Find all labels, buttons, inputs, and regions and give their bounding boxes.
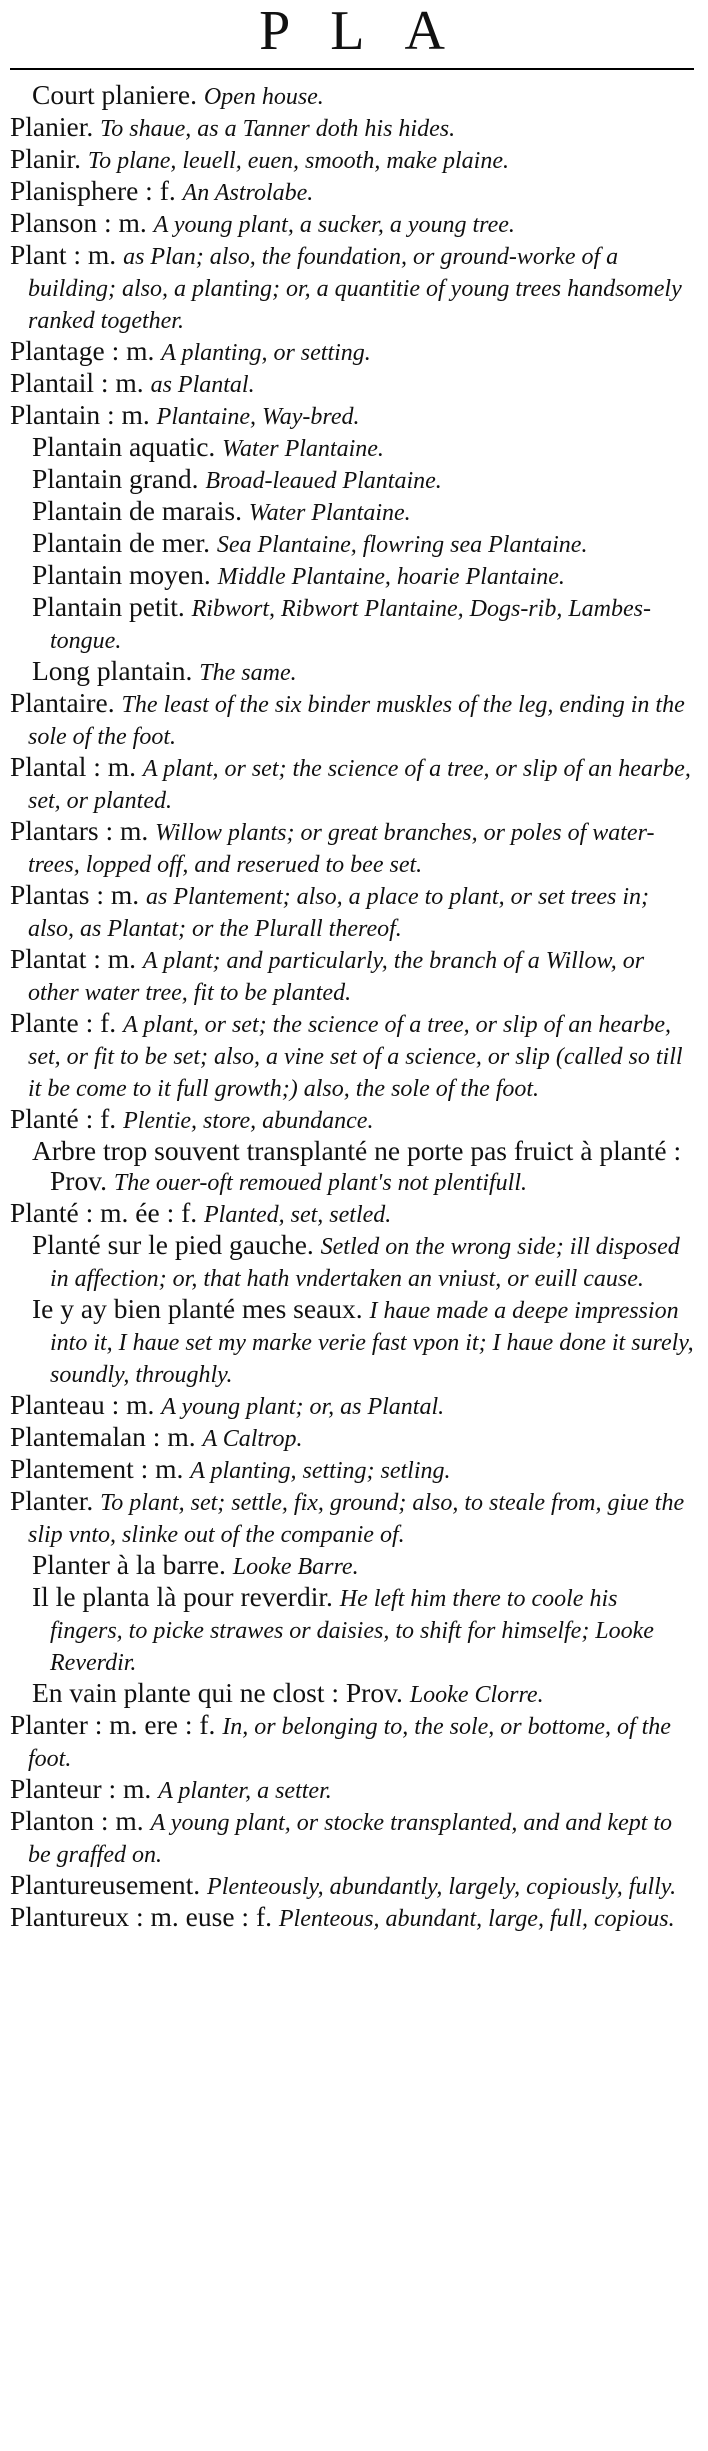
dictionary-entry <box>10 1422 694 1454</box>
entry-headword: Planteur : <box>10 1773 117 1804</box>
dictionary-entry <box>10 944 694 1008</box>
entry-headword: Plantat : <box>10 943 101 974</box>
entry-translation: Plentie, store, abundance. <box>123 1108 374 1134</box>
entry-headword: Plantars : <box>10 815 114 846</box>
dictionary-entry <box>10 336 694 368</box>
entry-translation: I haue made a deepe impression into it, I haue set my marke verie fast vpon it; I haue done it surely, soundly, throughly. <box>50 1298 694 1388</box>
entry-translation: A plant, or set; the science of a tree, or slip of an hearbe, set, or planted. <box>28 756 691 814</box>
entry-gender: f. <box>100 1007 117 1038</box>
dictionary-entry <box>10 560 694 592</box>
entry-gender: m. euse : f. <box>150 1901 272 1932</box>
running-head: PLA <box>259 0 485 62</box>
entry-translation: Looke Barre. <box>232 1554 359 1580</box>
entry-translation: In, or belonging to, the sole, or bottome, of the foot. <box>28 1714 671 1772</box>
entry-headword: Plant : <box>10 239 82 270</box>
entry-gender: f. <box>100 1103 117 1134</box>
dictionary-entry <box>10 1550 694 1582</box>
entry-translation: Sea Plantaine, flowring sea Plantaine. <box>216 532 588 558</box>
entry-gender: m. <box>118 207 147 238</box>
entry-translation: A young plant; or, as Plantal. <box>161 1394 445 1420</box>
entry-gender: m. <box>155 1453 184 1484</box>
dictionary-entry <box>10 1104 694 1136</box>
entry-headword: Plantureux : <box>10 1901 144 1932</box>
entry-translation: A planter, a setter. <box>158 1778 332 1804</box>
entry-headword: Plantain grand. <box>32 463 199 494</box>
entry-translation: A young plant, a sucker, a young tree. <box>153 212 515 238</box>
entry-gender: f. <box>159 175 176 206</box>
entry-headword: Plantas : <box>10 879 104 910</box>
entry-translation: Setled on the wrong side; ill disposed in affection; or, that hath vndertaken an vniust, or euill cause. <box>50 1234 680 1292</box>
entry-translation: An Astrolabe. <box>182 180 314 206</box>
entry-translation: Plenteously, abundantly, largely, copiously, fully. <box>207 1874 677 1900</box>
entry-gender: m. <box>123 1773 152 1804</box>
entry-translation: A planting, setting; setling. <box>190 1458 451 1484</box>
entry-translation: A Caltrop. <box>202 1426 303 1452</box>
dictionary-entry <box>10 1294 694 1390</box>
dictionary-entry <box>10 1390 694 1422</box>
dictionary-entry <box>10 240 694 336</box>
dictionary-entry <box>10 688 694 752</box>
entry-translation: A plant; and particularly, the branch of a Willow, or other water tree, fit to be planted. <box>28 948 645 1006</box>
dictionary-entry <box>10 1678 694 1710</box>
entry-headword: Arbre trop souvent transplanté ne porte pas fruict à planté : <box>32 1135 682 1166</box>
entry-translation: A plant, or set; the science of a tree, or slip of an hearbe, set, or fit to be set; also, a vine set of a science, or slip (called so till it be come to it full growth;) also, the sole of the foot. <box>28 1012 683 1102</box>
entry-headword: Court planiere. <box>32 79 197 110</box>
entry-headword: Ie y ay bien planté mes seaux. <box>32 1293 363 1324</box>
entry-headword: Planter : <box>10 1709 103 1740</box>
dictionary-entry <box>10 1008 694 1104</box>
entry-gender: m. ée : f. <box>100 1197 198 1228</box>
entry-translation: Ribwort, Ribwort Plantaine, Dogs-rib, Lambes-tongue. <box>50 596 651 654</box>
entry-translation: Planted, set, setled. <box>204 1202 392 1228</box>
entry-gender: m. <box>167 1421 196 1452</box>
entry-headword: Planté : <box>10 1103 94 1134</box>
entry-headword: Planter. <box>10 1485 94 1516</box>
dictionary-entry <box>10 1230 694 1294</box>
entry-gender: m. <box>121 399 150 430</box>
entry-headword: Planteau : <box>10 1389 120 1420</box>
dictionary-entry <box>10 1710 694 1774</box>
entry-headword: Plantage : <box>10 335 120 366</box>
entry-translation: Middle Plantaine, hoarie Plantaine. <box>217 564 565 590</box>
entry-gender: m. <box>115 1805 144 1836</box>
dictionary-entry <box>10 1486 694 1550</box>
dictionary-entry <box>10 112 694 144</box>
entry-headword: Plantain petit. <box>32 591 185 622</box>
entry-headword: Planir. <box>10 143 82 174</box>
entry-translation: Open house. <box>203 84 324 110</box>
entry-gender: m. <box>110 879 140 910</box>
entry-translation: The same. <box>199 660 297 686</box>
entry-translation: A young plant, or stocke transplanted, and and kept to be graffed on. <box>28 1810 673 1868</box>
dictionary-entry <box>10 1774 694 1806</box>
entry-translation: The least of the six binder muskles of the leg, ending in the sole of the foot. <box>28 692 685 750</box>
entry-translation: Looke Clorre. <box>409 1682 544 1708</box>
dictionary-entry <box>10 1870 694 1902</box>
entry-headword: Plantal : <box>10 751 101 782</box>
entry-gender: Prov. <box>345 1677 403 1708</box>
dictionary-entry <box>10 592 694 656</box>
entry-translation: as Plantement; also, a place to plant, or set trees in; also, as Plantat; or the Plurall thereof. <box>28 884 650 942</box>
dictionary-entry <box>10 176 694 208</box>
entry-gender: m. <box>115 367 144 398</box>
entry-translation: Water Plantaine. <box>222 436 384 462</box>
entry-headword: Plantain aquatic. <box>32 431 216 462</box>
dictionary-entry <box>10 1582 694 1678</box>
entry-gender: m. <box>87 239 117 270</box>
entry-gender: m. <box>120 815 149 846</box>
entry-headword: Long plantain. <box>32 655 193 686</box>
dictionary-entry <box>10 1198 694 1230</box>
entry-headword: Planter à la barre. <box>32 1549 226 1580</box>
entry-translation: Water Plantaine. <box>248 500 411 526</box>
dictionary-entry <box>10 528 694 560</box>
entry-headword: Planson : <box>10 207 112 238</box>
entry-translation: Plenteous, abundant, large, full, copious. <box>278 1906 675 1932</box>
entry-headword: Planier. <box>10 111 94 142</box>
dictionary-entry <box>10 880 694 944</box>
entry-headword: Plantement : <box>10 1453 149 1484</box>
entry-headword: Planté : <box>10 1197 94 1228</box>
entry-gender: m. <box>126 335 155 366</box>
dictionary-entry <box>10 752 694 816</box>
entry-translation: as Plantal. <box>150 372 255 398</box>
entry-gender: m. <box>107 943 137 974</box>
entry-translation: To shaue, as a Tanner doth his hides. <box>100 116 456 142</box>
header-rule <box>10 68 694 70</box>
dictionary-entry <box>10 496 694 528</box>
entry-translation: To plane, leuell, euen, smooth, make plaine. <box>87 148 509 174</box>
entry-headword: Plantain de marais. <box>32 495 243 526</box>
entry-gender: m. <box>126 1389 155 1420</box>
dictionary-entry <box>10 208 694 240</box>
dictionary-entry <box>10 1136 694 1198</box>
entry-translation: as Plan; also, the foundation, or ground-worke of a building; also, a planting; or, a quantitie of young trees handsomely ranked together. <box>28 244 682 334</box>
entry-headword: Planisphere : <box>10 175 153 206</box>
dictionary-entry <box>10 656 694 688</box>
entry-headword: Plantaire. <box>10 687 115 718</box>
dictionary-entry <box>10 400 694 432</box>
entry-headword: Plantain de mer. <box>32 527 210 558</box>
entry-headword: Plantain moyen. <box>32 559 211 590</box>
dictionary-entry <box>10 1806 694 1870</box>
dictionary-entry <box>10 80 694 112</box>
entry-translation: To plant, set; settle, fix, ground; also, to steale from, giue the slip vnto, slinke out of the companie of. <box>28 1490 685 1548</box>
entry-translation: A planting, or setting. <box>161 340 371 366</box>
entry-headword: Plante : <box>10 1007 94 1038</box>
dictionary-entry <box>10 144 694 176</box>
entry-headword: Plantain : <box>10 399 115 430</box>
entry-list <box>10 80 694 1934</box>
entry-gender: Prov. <box>50 1165 108 1196</box>
dictionary-entry <box>10 432 694 464</box>
dictionary-entry <box>10 368 694 400</box>
entry-gender: m. <box>107 751 137 782</box>
entry-translation: Broad-leaued Plantaine. <box>205 468 442 494</box>
entry-headword: En vain plante qui ne clost : <box>32 1677 340 1708</box>
entry-headword: Plantemalan : <box>10 1421 161 1452</box>
dictionary-entry <box>10 1902 694 1934</box>
dictionary-entry <box>10 1454 694 1486</box>
entry-translation: He left him there to coole his fingers, to picke strawes or daisies, to shift for himselfe; Looke Reverdir. <box>50 1586 654 1676</box>
entry-gender: m. ere : f. <box>109 1709 216 1740</box>
entry-headword: Il le planta là pour reverdir. <box>32 1581 333 1612</box>
entry-headword: Planté sur le pied gauche. <box>32 1229 314 1260</box>
dictionary-entry <box>10 464 694 496</box>
entry-headword: Plantail : <box>10 367 109 398</box>
entry-translation: Willow plants; or great branches, or poles of water-trees, lopped off, and reserued to bee set. <box>28 820 655 878</box>
entry-translation: Plantaine, Way-bred. <box>156 404 360 430</box>
dictionary-entry <box>10 816 694 880</box>
entry-translation: The ouer-oft remoued plant's not plentifull. <box>113 1170 527 1196</box>
entry-headword: Plantureusement. <box>10 1869 201 1900</box>
entry-headword: Planton : <box>10 1805 109 1836</box>
